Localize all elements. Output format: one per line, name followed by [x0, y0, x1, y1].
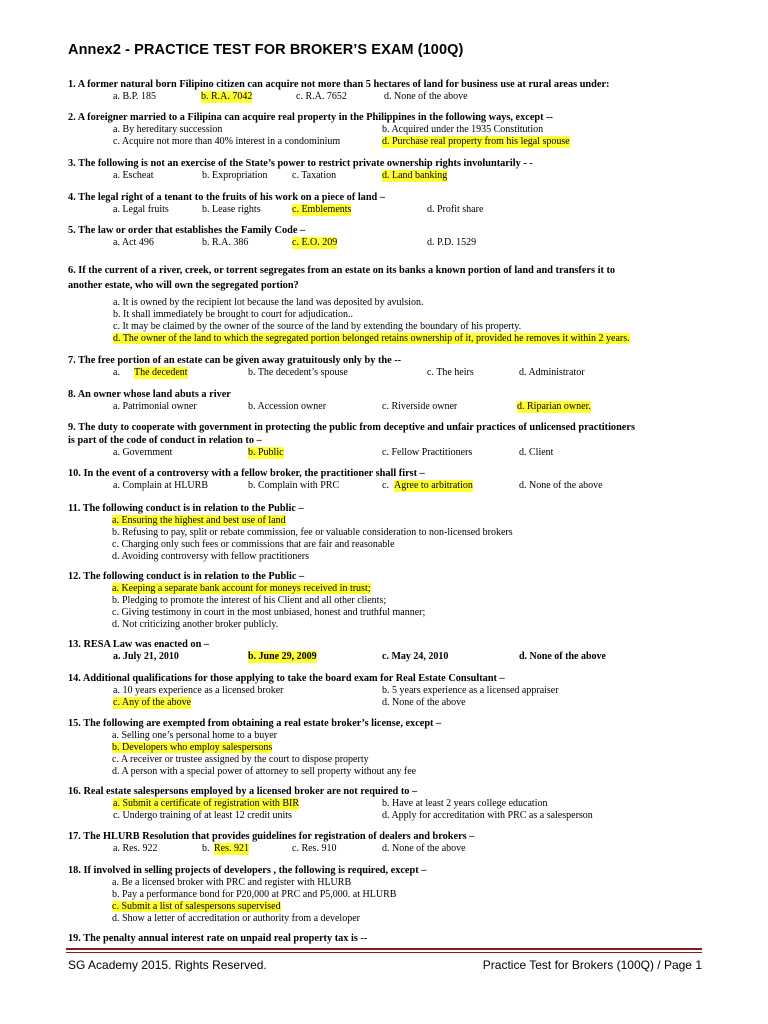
question-text: 8. An owner whose land abuts a river	[68, 389, 231, 400]
question-text: 4. The legal right of a tenant to the fruits of his work on a piece of land –	[68, 192, 386, 203]
question-text: 5. The law or order that establishes the Family Code –	[68, 225, 306, 236]
question-text: 12. The following conduct is in relation to the Public –	[68, 571, 305, 582]
option-d: d. A person with a special power of attorney to sell property without any fee	[112, 766, 417, 777]
option-d: d. Riparian owner.	[517, 401, 591, 412]
option-b: b. Pay a performance bond for P20,000 at PRC and P5,000. at HLURB	[112, 889, 397, 900]
question-text: 2. A foreigner married to a Filipina can acquire real property in the Philippines in the following ways, except --	[68, 112, 553, 123]
option-b: b. June 29, 2009	[248, 651, 317, 662]
option-a: a. Act 496	[113, 237, 154, 248]
option-d: d. Land banking	[382, 170, 448, 181]
question-19	[68, 932, 708, 945]
option-b: b. Complain with PRC	[248, 480, 340, 491]
option-b: b. R.A. 386	[202, 237, 249, 248]
question-9	[68, 421, 708, 459]
question-17	[68, 830, 708, 855]
option-a: a. Be a licensed broker with PRC and register with HLURB	[112, 877, 352, 888]
option-c: c. Fellow Practitioners	[382, 447, 473, 458]
option-b: b. Developers who employ salespersons	[112, 742, 273, 753]
question-2	[68, 111, 708, 148]
question-text: 19. The penalty annual interest rate on unpaid real property tax is --	[68, 933, 368, 944]
footer-page-label: Practice Test for Brokers (100Q) / Page 1	[482, 958, 702, 972]
option-b-letter: b.	[202, 843, 210, 854]
option-a: a. Patrimonial owner	[113, 401, 197, 412]
option-a: a. By hereditary succession	[113, 124, 223, 135]
question-12	[68, 570, 708, 631]
question-text: 10. In the event of a controversy with a fellow broker, the practitioner shall first –	[68, 468, 425, 479]
option-a: The decedent	[134, 367, 188, 378]
question-text: 11. The following conduct is in relation to the Public –	[68, 503, 304, 514]
option-c: c. May 24, 2010	[382, 651, 449, 662]
question-text: 17. The HLURB Resolution that provides guidelines for registration of dealers and brokers –	[68, 831, 475, 842]
option-c: c. A receiver or trustee assigned by the court to dispose property	[112, 754, 369, 765]
option-b: b. Have at least 2 years college education	[382, 798, 548, 809]
question-3	[68, 157, 708, 182]
option-d: d. Avoiding controversy with fellow practitioners	[112, 551, 309, 562]
option-b: b. It shall immediately be brought to court for adjudication..	[113, 309, 353, 320]
option-a: a. Complain at HLURB	[113, 480, 208, 491]
question-text: 16. Real estate salespersons employed by a licensed broker are not required to –	[68, 786, 418, 797]
option-c: c. Taxation	[292, 170, 337, 181]
option-c: c. Res. 910	[292, 843, 337, 854]
page-title: Annex2 - PRACTICE TEST FOR BROKER’S EXAM (100Q)	[68, 42, 464, 58]
footer-copyright: SG Academy 2015. Rights Reserved.	[68, 958, 267, 972]
option-c: c. It may be claimed by the owner of the source of the land by extending the boundary of his property.	[113, 321, 522, 332]
question-6	[68, 263, 708, 345]
question-text-line-1: 6. If the current of a river, creek, or torrent segregates from an estate on its banks a known portion of land and transfers it to	[68, 265, 616, 276]
option-b: b. 5 years experience as a licensed appraiser	[382, 685, 559, 696]
question-14	[68, 672, 708, 709]
question-text: 7. The free portion of an estate can be given away gratuitously only by the --	[68, 355, 402, 366]
option-d: d. None of the above	[519, 651, 606, 662]
option-b: b. Public	[248, 447, 284, 458]
option-b: b. Accession owner	[248, 401, 327, 412]
option-c-letter: c.	[382, 480, 389, 491]
question-16	[68, 785, 708, 822]
option-c: c. Riverside owner	[382, 401, 458, 412]
option-b: b. Expropriation	[202, 170, 268, 181]
option-a: a. Keeping a separate bank account for moneys received in trust;	[112, 583, 371, 594]
option-d: d. None of the above	[519, 480, 603, 491]
option-a-letter: a.	[113, 367, 120, 378]
question-5	[68, 224, 708, 249]
option-a: a. Res. 922	[113, 843, 158, 854]
question-1	[68, 78, 708, 103]
option-a: a. Selling one’s personal home to a buyer	[112, 730, 277, 741]
option-b: b. Acquired under the 1935 Constitution	[382, 124, 544, 135]
question-text: 1. A former natural born Filipino citizen can acquire not more than 5 hectares of land for business use at rural areas under:	[68, 79, 610, 90]
question-18	[68, 864, 708, 925]
option-a: a. July 21, 2010	[113, 651, 179, 662]
option-d: d. Administrator	[519, 367, 585, 378]
option-c: c. Acquire not more than 40% interest in a condominium	[113, 136, 341, 147]
option-c: c. Giving testimony in court in the most unbiased, honest and truthful manner;	[112, 607, 426, 618]
question-text-line-2: another estate, who will own the segregated portion?	[68, 280, 299, 291]
option-a: a. B.P. 185	[113, 91, 157, 102]
option-c: Agree to arbitration	[394, 480, 473, 491]
question-7	[68, 354, 708, 379]
option-b: b. Refusing to pay, split or rebate commission, fee or valuable consideration to non-licensed brokers	[112, 527, 513, 538]
question-text-line-2: is part of the code of conduct in relation to –	[68, 435, 262, 446]
question-text: 3. The following is not an exercise of the State’s power to restrict private ownership rights involuntarily - -	[68, 158, 533, 169]
question-11	[68, 502, 708, 563]
option-a: a. Legal fruits	[113, 204, 169, 215]
footer-divider	[66, 948, 702, 950]
option-b: b. Lease rights	[202, 204, 261, 215]
question-4	[68, 191, 708, 216]
footer-divider-thin	[66, 952, 702, 953]
option-d: d. None of the above	[382, 697, 466, 708]
option-c: c. Emblements	[292, 204, 352, 215]
option-a: a. Ensuring the highest and best use of land	[112, 515, 286, 526]
option-a: a. 10 years experience as a licensed broker	[113, 685, 284, 696]
question-10	[68, 467, 708, 492]
option-d: d. Apply for accreditation with PRC as a salesperson	[382, 810, 593, 821]
question-13	[68, 638, 708, 663]
option-a: a. Escheat	[113, 170, 154, 181]
question-text: 18. If involved in selling projects of developers , the following is required, except –	[68, 865, 427, 876]
option-d: d. Profit share	[427, 204, 484, 215]
option-b: b. Pledging to promote the interest of his Client and all other clients;	[112, 595, 387, 606]
option-d: d. Purchase real property from his legal spouse	[382, 136, 570, 147]
option-a: a. Submit a certificate of registration with BIR	[113, 798, 300, 809]
option-d: d. None of the above	[382, 843, 466, 854]
option-c: c. Submit a list of salespersons supervised	[112, 901, 281, 912]
question-15	[68, 717, 708, 778]
option-d: d. Not criticizing another broker publicly.	[112, 619, 279, 630]
option-a: a. It is owned by the recipient lot because the land was deposited by avulsion.	[113, 297, 424, 308]
option-c: c. E.O. 209	[292, 237, 338, 248]
question-text-line-1: 9. The duty to cooperate with government in protecting the public from deceptive and unfair practices of unlicensed practitioners	[68, 422, 635, 433]
option-c: c. R.A. 7652	[296, 91, 347, 102]
question-8	[68, 388, 708, 413]
option-d: d. Client	[519, 447, 554, 458]
option-b: Res. 921	[214, 843, 249, 854]
question-text: 13. RESA Law was enacted on –	[68, 639, 210, 650]
question-text: 14. Additional qualifications for those applying to take the board exam for Real Estate Consultant –	[68, 673, 505, 684]
option-c: c. Any of the above	[113, 697, 192, 708]
option-d: d. Show a letter of accreditation or authority from a developer	[112, 913, 360, 924]
option-b: b. R.A. 7042	[201, 91, 253, 102]
option-d: d. None of the above	[384, 91, 468, 102]
option-a: a. Government	[113, 447, 173, 458]
question-text: 15. The following are exempted from obtaining a real estate broker’s license, except –	[68, 718, 442, 729]
option-c: c. The heirs	[427, 367, 474, 378]
option-b: b. The decedent’s spouse	[248, 367, 348, 378]
option-c: c. Undergo training of at least 12 credit units	[113, 810, 292, 821]
option-d: d. P.D. 1529	[427, 237, 477, 248]
option-c: c. Charging only such fees or commissions that are fair and reasonable	[112, 539, 395, 550]
option-d: d. The owner of the land to which the segregated portion belonged retains ownership of it, provided he removes it within 2 years.	[113, 333, 630, 344]
